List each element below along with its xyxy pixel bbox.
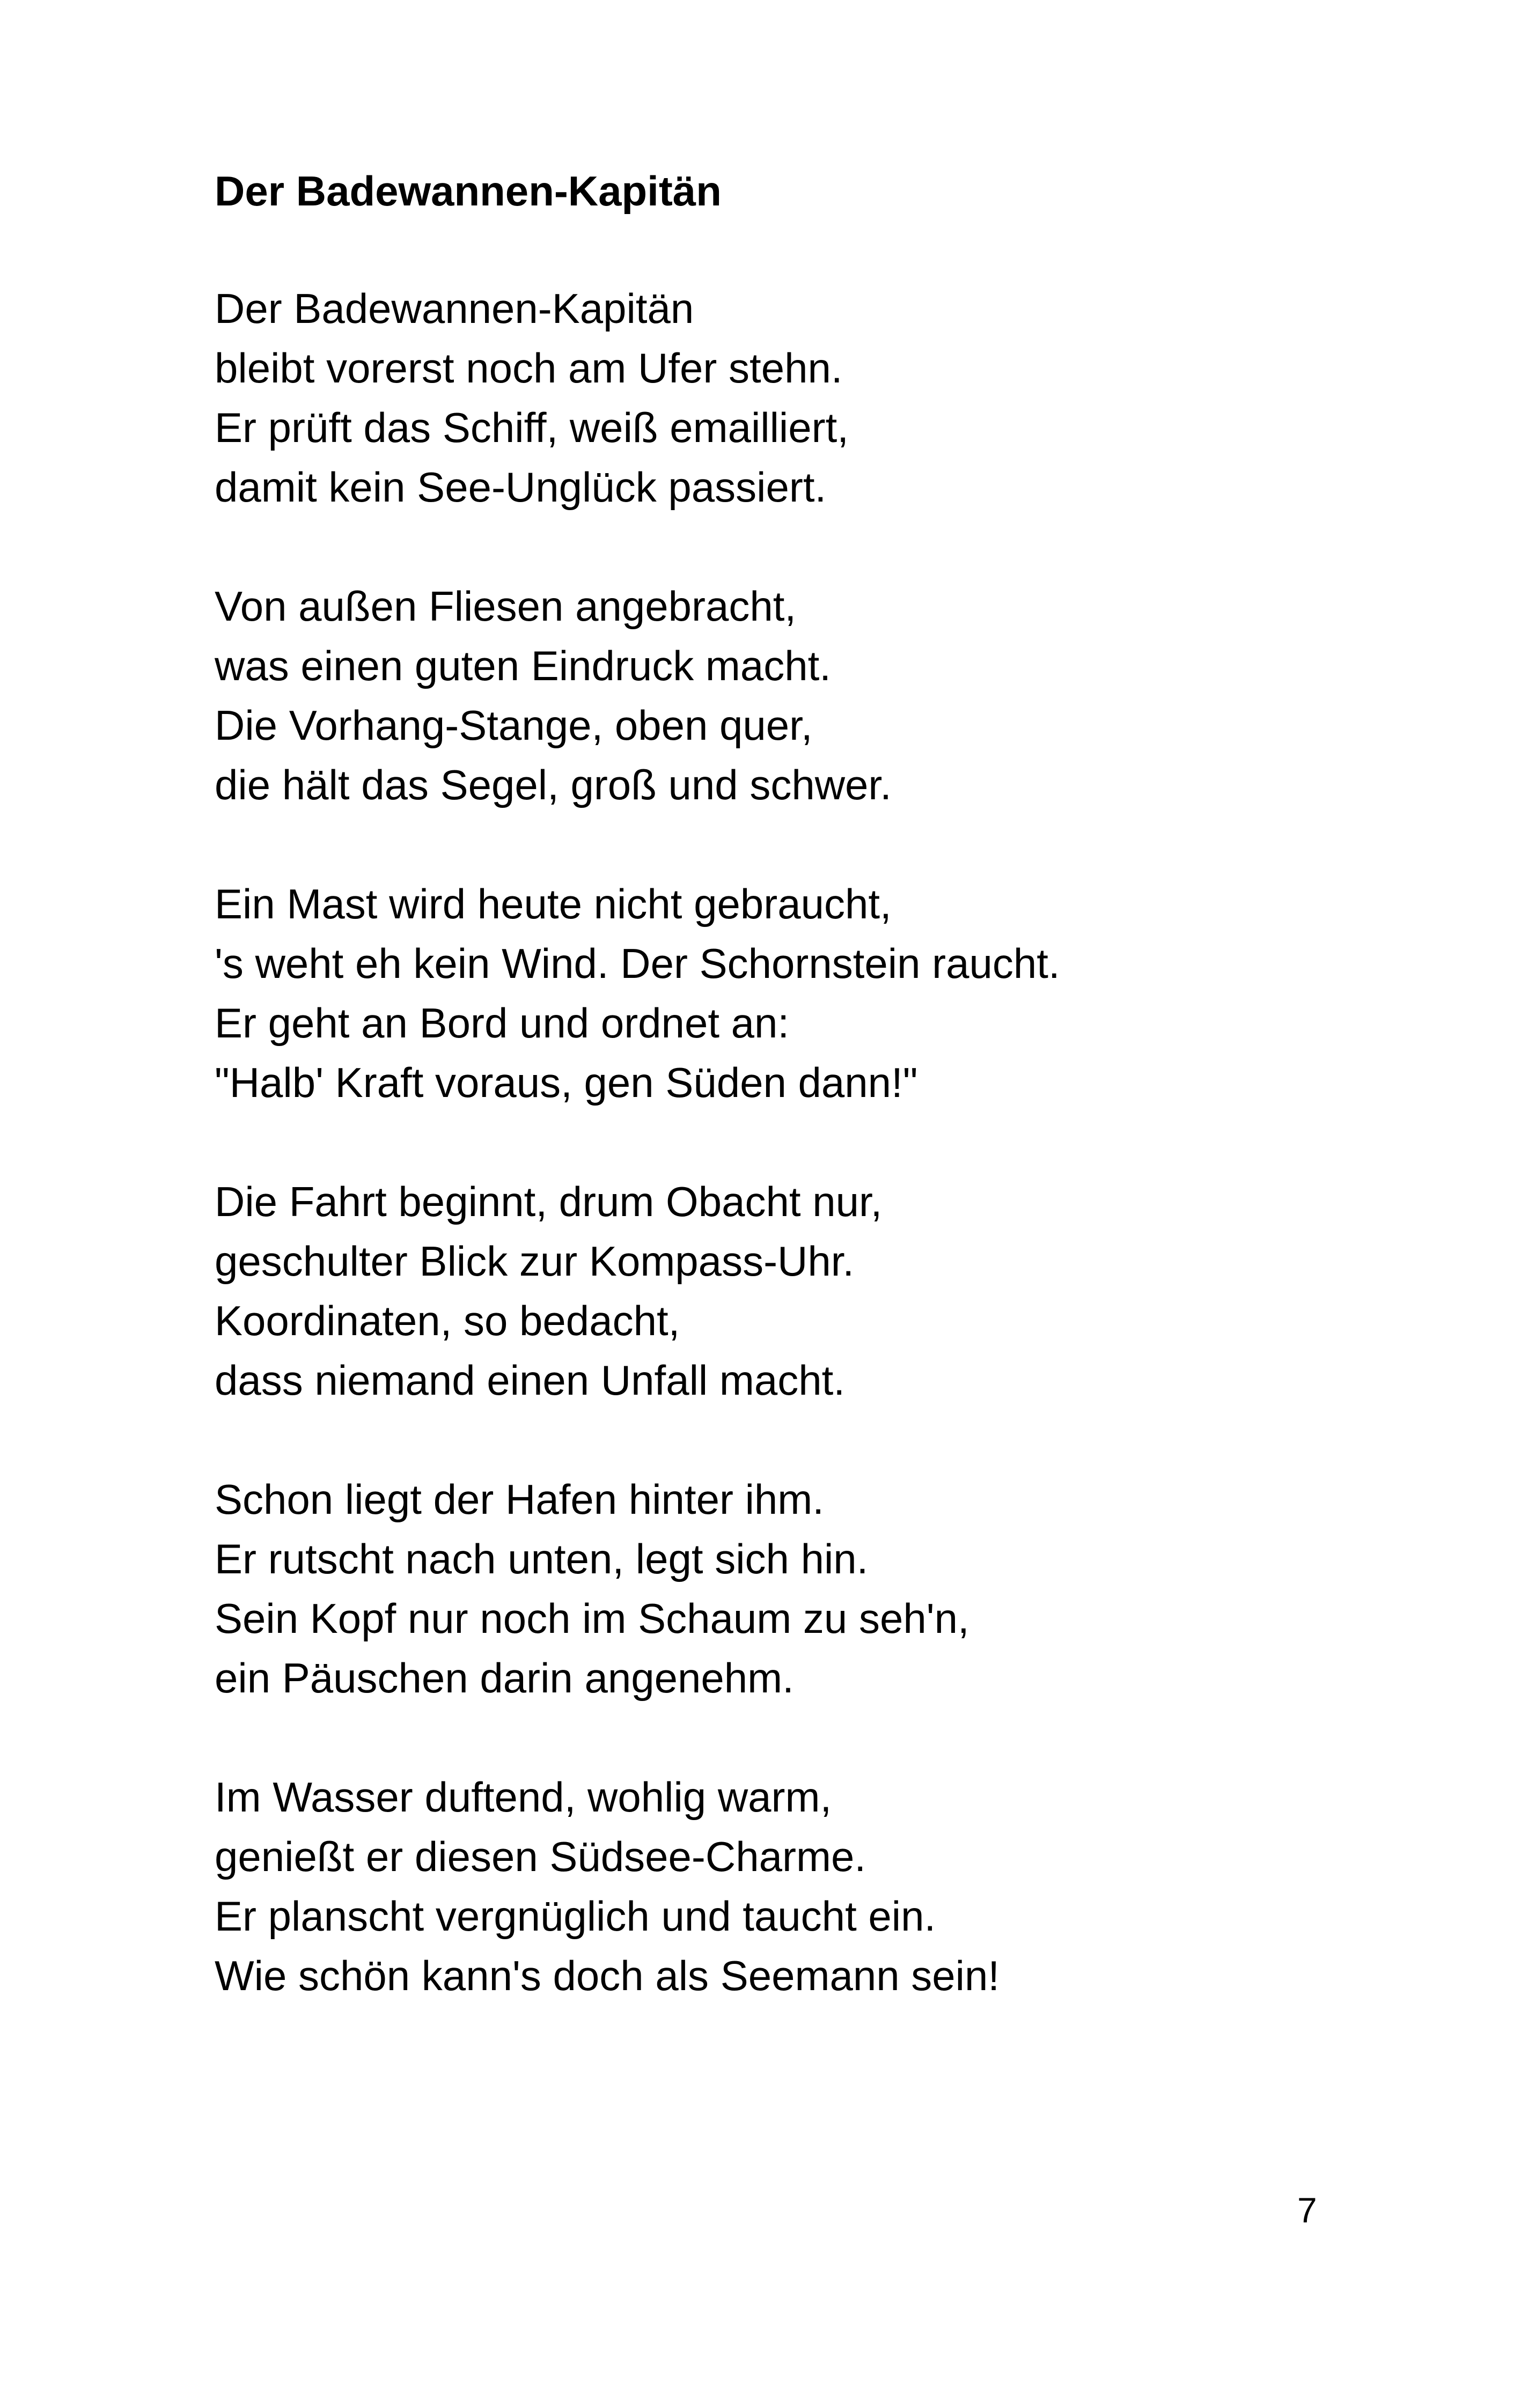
verse-line: Von außen Fliesen angebracht, — [215, 583, 797, 630]
verse-line: Die Fahrt beginnt, drum Obacht nur, — [215, 1178, 883, 1225]
stanza — [215, 1172, 1341, 1410]
verse-line: bleibt vorerst noch am Ufer stehn. — [215, 344, 843, 392]
page-number: 7 — [1297, 2190, 1317, 2230]
verse-line: Die Vorhang-Stange, oben quer, — [215, 702, 813, 749]
verse-line: Sein Kopf nur noch im Schaum zu seh'n, — [215, 1595, 969, 1642]
stanza — [215, 1470, 1341, 1708]
verse-line: Koordinaten, so bedacht, — [215, 1297, 680, 1344]
verse-line: Er rutscht nach unten, legt sich hin. — [215, 1535, 869, 1582]
stanza — [215, 1768, 1341, 2006]
verse-line: damit kein See-Unglück passiert. — [215, 463, 827, 511]
poem-body — [215, 279, 1341, 2065]
verse-line: geschulter Blick zur Kompass-Uhr. — [215, 1238, 855, 1285]
verse-line: Im Wasser duftend, wohlig warm, — [215, 1773, 832, 1821]
verse-line: 's weht eh kein Wind. Der Schornstein raucht. — [215, 940, 1060, 987]
verse-line: Wie schön kann's doch als Seemann sein! — [215, 1952, 1000, 1999]
stanza — [215, 874, 1341, 1113]
verse-line: Er prüft das Schiff, weiß emailliert, — [215, 404, 849, 451]
verse-line: was einen guten Eindruck macht. — [215, 642, 831, 689]
verse-line: genießt er diesen Südsee-Charme. — [215, 1833, 866, 1880]
verse-line: dass niemand einen Unfall macht. — [215, 1357, 845, 1404]
poem-title: Der Badewannen-Kapitän — [215, 167, 722, 215]
verse-line: Ein Mast wird heute nicht gebraucht, — [215, 880, 892, 927]
verse-line: Der Badewannen-Kapitän — [215, 285, 694, 332]
verse-line: Schon liegt der Hafen hinter ihm. — [215, 1476, 824, 1523]
verse-line: die hält das Segel, groß und schwer. — [215, 761, 892, 808]
verse-line: ein Päuschen darin angenehm. — [215, 1654, 794, 1702]
verse-line: Er geht an Bord und ordnet an: — [215, 999, 790, 1047]
stanza — [215, 577, 1341, 815]
stanza — [215, 279, 1341, 517]
verse-line: Er planscht vergnüglich und taucht ein. — [215, 1892, 936, 1940]
verse-line: "Halb' Kraft voraus, gen Süden dann!" — [215, 1059, 918, 1106]
